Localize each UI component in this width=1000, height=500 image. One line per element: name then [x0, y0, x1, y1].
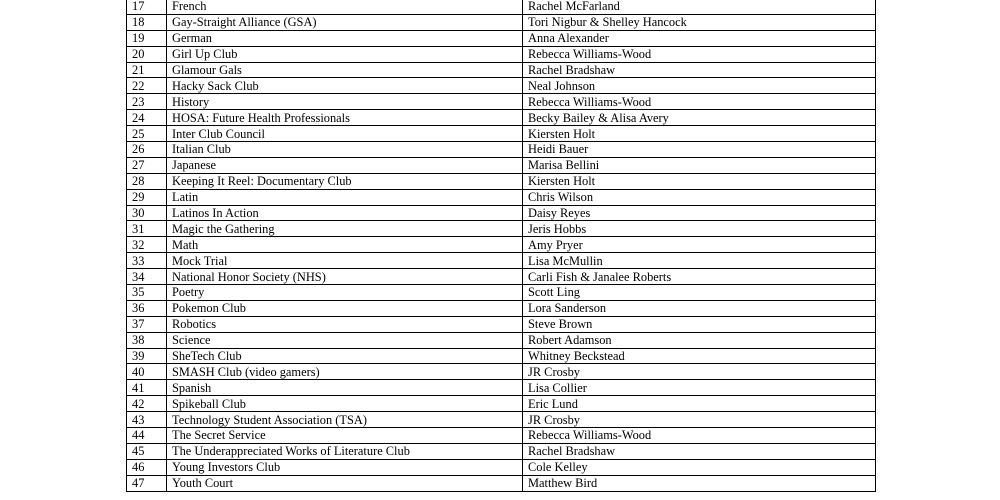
row-number-cell: 37 — [127, 316, 167, 332]
advisor-name-cell: Becky Bailey & Alisa Avery — [523, 110, 876, 126]
row-number-cell: 21 — [127, 62, 167, 78]
advisor-name-cell: Marisa Bellini — [523, 157, 876, 173]
advisor-name-cell: Scott Ling — [523, 285, 876, 301]
table-row — [127, 157, 876, 173]
table-row — [127, 237, 876, 253]
club-name-cell: German — [167, 30, 523, 46]
table-row — [127, 396, 876, 412]
row-number-cell: 31 — [127, 221, 167, 237]
row-number-cell: 42 — [127, 396, 167, 412]
club-name-cell: Robotics — [167, 316, 523, 332]
row-number-cell: 33 — [127, 253, 167, 269]
advisor-name-cell: JR Crosby — [523, 364, 876, 380]
advisor-name-cell: Kiersten Holt — [523, 126, 876, 142]
row-number-cell: 23 — [127, 94, 167, 110]
club-name-cell: French — [167, 0, 523, 14]
advisor-name-cell: Cole Kelley — [523, 459, 876, 475]
row-number-cell: 29 — [127, 189, 167, 205]
club-name-cell: Poetry — [167, 285, 523, 301]
row-number-cell: 35 — [127, 285, 167, 301]
club-name-cell: Math — [167, 237, 523, 253]
club-name-cell: National Honor Society (NHS) — [167, 269, 523, 285]
table-row — [127, 285, 876, 301]
table-row — [127, 348, 876, 364]
table-row — [127, 126, 876, 142]
advisor-name-cell: Rebecca Williams-Wood — [523, 428, 876, 444]
advisor-name-cell: Anna Alexander — [523, 30, 876, 46]
row-number-cell: 28 — [127, 173, 167, 189]
advisor-name-cell: Chris Wilson — [523, 189, 876, 205]
row-number-cell: 17 — [127, 0, 167, 14]
club-name-cell: SMASH Club (video gamers) — [167, 364, 523, 380]
table-row — [127, 300, 876, 316]
row-number-cell: 27 — [127, 157, 167, 173]
table-row — [127, 475, 876, 491]
club-name-cell: Hacky Sack Club — [167, 78, 523, 94]
row-number-cell: 39 — [127, 348, 167, 364]
table-row — [127, 364, 876, 380]
row-number-cell: 26 — [127, 142, 167, 158]
advisor-name-cell: Robert Adamson — [523, 332, 876, 348]
advisor-name-cell: Rachel McFarland — [523, 0, 876, 14]
advisor-name-cell: Lora Sanderson — [523, 300, 876, 316]
row-number-cell: 43 — [127, 412, 167, 428]
row-number-cell: 25 — [127, 126, 167, 142]
club-name-cell: SheTech Club — [167, 348, 523, 364]
table-body — [127, 0, 876, 491]
table-row — [127, 94, 876, 110]
row-number-cell: 40 — [127, 364, 167, 380]
advisor-name-cell: Daisy Reyes — [523, 205, 876, 221]
club-name-cell: Young Investors Club — [167, 459, 523, 475]
club-name-cell: Pokemon Club — [167, 300, 523, 316]
table-row — [127, 0, 876, 14]
club-name-cell: Science — [167, 332, 523, 348]
table-row — [127, 46, 876, 62]
row-number-cell: 24 — [127, 110, 167, 126]
table-row — [127, 316, 876, 332]
club-name-cell: Italian Club — [167, 142, 523, 158]
advisor-name-cell: Lisa McMullin — [523, 253, 876, 269]
club-name-cell: Keeping It Reel: Documentary Club — [167, 173, 523, 189]
row-number-cell: 36 — [127, 300, 167, 316]
advisor-name-cell: Neal Johnson — [523, 78, 876, 94]
club-name-cell: Inter Club Council — [167, 126, 523, 142]
table-row — [127, 78, 876, 94]
advisor-name-cell: Rebecca Williams-Wood — [523, 94, 876, 110]
table-row — [127, 62, 876, 78]
table-row — [127, 253, 876, 269]
club-name-cell: Magic the Gathering — [167, 221, 523, 237]
club-name-cell: Gay-Straight Alliance (GSA) — [167, 14, 523, 30]
table-row — [127, 142, 876, 158]
table-row — [127, 412, 876, 428]
row-number-cell: 22 — [127, 78, 167, 94]
table-row — [127, 205, 876, 221]
table-row — [127, 221, 876, 237]
table-row — [127, 428, 876, 444]
row-number-cell: 30 — [127, 205, 167, 221]
advisor-name-cell: Heidi Bauer — [523, 142, 876, 158]
row-number-cell: 44 — [127, 428, 167, 444]
row-number-cell: 47 — [127, 475, 167, 491]
row-number-cell: 20 — [127, 46, 167, 62]
club-name-cell: The Secret Service — [167, 428, 523, 444]
club-name-cell: History — [167, 94, 523, 110]
row-number-cell: 32 — [127, 237, 167, 253]
table-row — [127, 110, 876, 126]
table-row — [127, 459, 876, 475]
advisor-name-cell: Rachel Bradshaw — [523, 62, 876, 78]
advisor-name-cell: Kiersten Holt — [523, 173, 876, 189]
club-name-cell: Youth Court — [167, 475, 523, 491]
club-name-cell: The Underappreciated Works of Literature Club — [167, 443, 523, 459]
row-number-cell: 46 — [127, 459, 167, 475]
advisor-name-cell: Jeris Hobbs — [523, 221, 876, 237]
row-number-cell: 18 — [127, 14, 167, 30]
table-row — [127, 30, 876, 46]
club-name-cell: Mock Trial — [167, 253, 523, 269]
club-advisor-table — [126, 0, 876, 492]
club-name-cell: Technology Student Association (TSA) — [167, 412, 523, 428]
advisor-name-cell: Tori Nigbur & Shelley Hancock — [523, 14, 876, 30]
advisor-name-cell: Matthew Bird — [523, 475, 876, 491]
club-name-cell: Glamour Gals — [167, 62, 523, 78]
advisor-name-cell: Whitney Beckstead — [523, 348, 876, 364]
club-name-cell: Spanish — [167, 380, 523, 396]
table-row — [127, 269, 876, 285]
table-row — [127, 173, 876, 189]
advisor-name-cell: Rebecca Williams-Wood — [523, 46, 876, 62]
advisor-name-cell: Rachel Bradshaw — [523, 443, 876, 459]
club-name-cell: HOSA: Future Health Professionals — [167, 110, 523, 126]
table-row — [127, 380, 876, 396]
club-name-cell: Girl Up Club — [167, 46, 523, 62]
club-name-cell: Latin — [167, 189, 523, 205]
row-number-cell: 38 — [127, 332, 167, 348]
table-row — [127, 332, 876, 348]
club-name-cell: Spikeball Club — [167, 396, 523, 412]
club-name-cell: Japanese — [167, 157, 523, 173]
row-number-cell: 19 — [127, 30, 167, 46]
row-number-cell: 45 — [127, 443, 167, 459]
advisor-name-cell: Steve Brown — [523, 316, 876, 332]
advisor-name-cell: Carli Fish & Janalee Roberts — [523, 269, 876, 285]
row-number-cell: 34 — [127, 269, 167, 285]
table-row — [127, 189, 876, 205]
club-name-cell: Latinos In Action — [167, 205, 523, 221]
table-row — [127, 14, 876, 30]
advisor-name-cell: JR Crosby — [523, 412, 876, 428]
advisor-name-cell: Lisa Collier — [523, 380, 876, 396]
table-row — [127, 443, 876, 459]
row-number-cell: 41 — [127, 380, 167, 396]
advisor-name-cell: Eric Lund — [523, 396, 876, 412]
advisor-name-cell: Amy Pryer — [523, 237, 876, 253]
